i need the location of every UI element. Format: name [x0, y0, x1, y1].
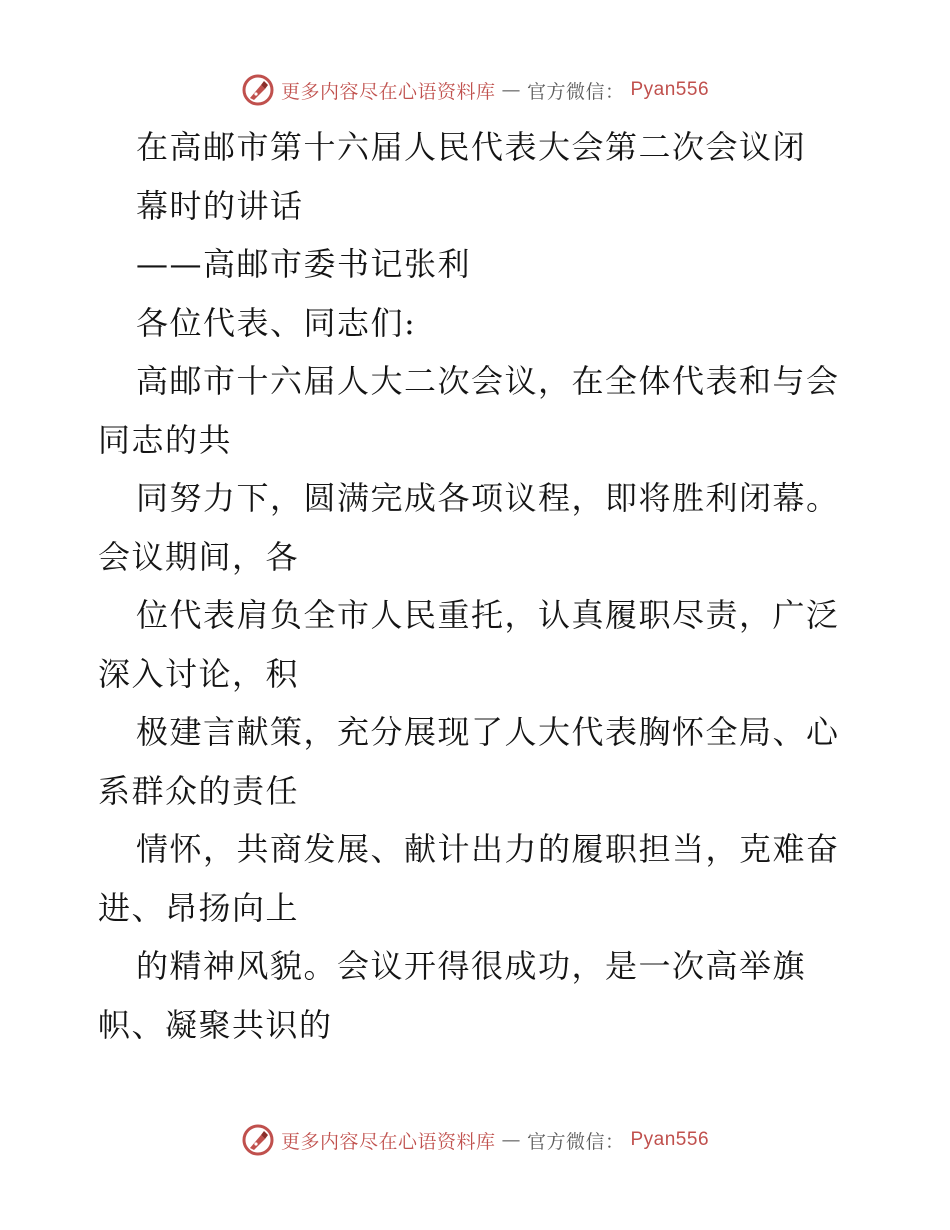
- watermark-sub-text: 官方微信：: [526, 1130, 625, 1153]
- paragraph-line: 位代表肩负全市人民重托，认真履职尽责，广泛: [136, 596, 840, 634]
- paragraph-line: 的精神风貌。会议开得很成功，是一次高举旗: [136, 947, 807, 985]
- document-body: [98, 118, 868, 1054]
- pen-nib-logo-icon: [241, 1123, 275, 1157]
- author-line: ——高邮市委书记张利: [136, 245, 472, 283]
- paragraph-line: 极建言献策，充分展现了人大代表胸怀全局、心: [136, 713, 840, 751]
- footer-watermark: [0, 1122, 950, 1158]
- paragraph-line: 会议期间，各: [98, 537, 300, 576]
- paragraph-line: 同志的共: [98, 420, 233, 459]
- title-line-1: 在高邮市第十六届人民代表大会第二次会议闭: [136, 128, 807, 166]
- paragraph-line: 高邮市十六届人大二次会议，在全体代表和与会: [136, 362, 840, 400]
- paragraph-line: 系群众的责任: [98, 771, 300, 810]
- watermark-wechat-id: Pyan556: [630, 1129, 710, 1150]
- header-watermark: [0, 72, 950, 108]
- pen-nib-logo-icon: [241, 73, 275, 107]
- watermark-separator: —: [501, 1129, 521, 1151]
- watermark-main-text: 更多内容尽在心语资料库: [280, 1130, 496, 1153]
- watermark-separator: —: [501, 79, 521, 101]
- watermark-sub-text: 官方微信：: [526, 80, 625, 103]
- watermark-wechat-id: Pyan556: [630, 79, 710, 100]
- salutation-line: 各位代表、同志们:: [136, 303, 417, 342]
- title-line-2: 幕时的讲话: [136, 186, 304, 225]
- paragraph-line: 情怀，共商发展、献计出力的履职担当，克难奋: [136, 830, 840, 868]
- paragraph-line: 进、昂扬向上: [98, 888, 300, 927]
- watermark-main-text: 更多内容尽在心语资料库: [280, 80, 496, 103]
- paragraph-line: 深入讨论，积: [98, 654, 300, 693]
- paragraph-line: 同努力下，圆满完成各项议程，即将胜利闭幕。: [136, 479, 840, 517]
- paragraph-line: 帜、凝聚共识的: [98, 1005, 333, 1044]
